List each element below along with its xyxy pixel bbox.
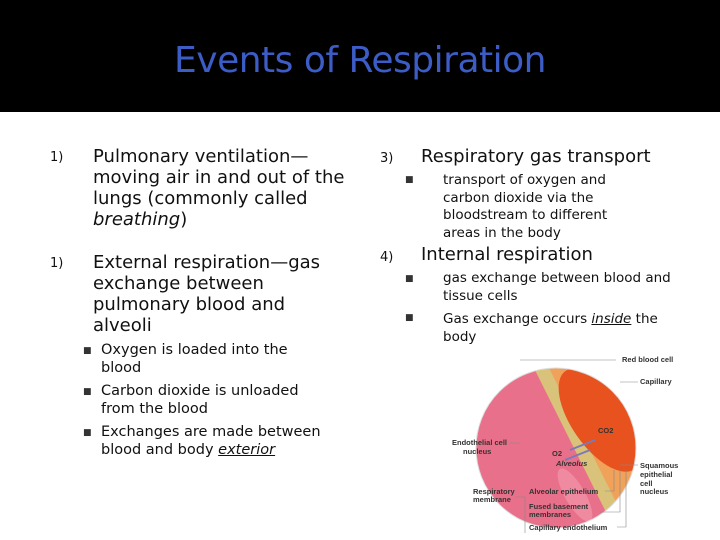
label-squamous-3: cell [640,479,653,488]
item-text: Pulmonary ventilation—moving air in and out of the lungs (commonly called [93,146,345,209]
item-paren: ) [180,209,188,230]
label-capillary: Capillary [640,377,672,386]
item-heading: Internal respiration [421,244,593,265]
subbullet-text: Exchanges are made between blood and body [101,424,321,458]
bullet-icon: ■ [83,428,92,438]
bullet-icon: ■ [405,274,414,284]
label-co2: CO2 [598,426,614,435]
label-endothelial-2: nucleus [463,447,492,456]
label-alveolar-epithelium: Alveolar epithelium [529,487,599,496]
subbullet-text: Gas exchange occurs [443,311,592,327]
subbullet: gas exchange between blood and tissue cells [443,270,671,304]
label-o2: O2 [552,449,563,458]
label-squamous: Squamous [640,461,679,470]
label-fused: Fused basement [529,502,589,511]
subbullet: transport of oxygen and carbon dioxide via the bloodstream to different areas in the body [443,172,608,241]
list-number: 1) [50,256,64,271]
label-alveolus: Alveolus [556,459,588,468]
label-red-blood-cell: Red blood cell [622,355,674,364]
subbullet: Carbon dioxide is unloaded from the blood [101,383,299,417]
subbullet-tail: the body [443,311,658,345]
item-italic: breathing [93,209,181,230]
label-fused-2: membranes [529,510,572,519]
bullet-icon: ■ [83,387,92,397]
label-endothelial: Endothelial cell [452,438,508,447]
bullet-icon: ■ [405,313,414,323]
slide-title: Events of Respiration [174,40,546,81]
label-squamous-2: epithelial [640,470,673,479]
subbullet: Oxygen is loaded into the blood [101,342,288,376]
underlined-word: exterior [218,442,276,458]
label-capillary-endothelium: Capillary endothelium [529,523,608,532]
label-respiratory: Respiratory [473,487,515,496]
bullet-icon: ■ [405,175,414,185]
label-respiratory-2: membrane [473,495,511,504]
list-number: 3) [380,151,394,166]
bullet-icon: ■ [83,346,92,356]
list-number: 4) [380,250,394,265]
list-number: 1) [50,150,64,165]
label-squamous-4: nucleus [640,487,669,496]
underlined-word: inside [591,311,632,327]
item-external-respiration: External respiration—gas exchange between pulmonary blood and alveoli [93,252,321,336]
item-heading: Respiratory gas transport [421,146,651,167]
